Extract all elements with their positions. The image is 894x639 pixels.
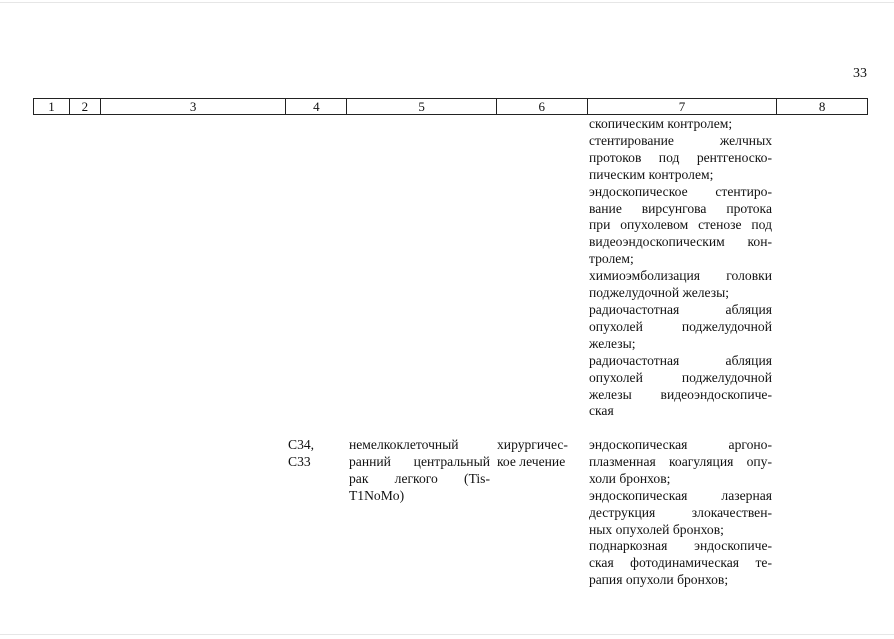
row2-col7-methods (589, 437, 772, 589)
row2-col4-icd-codes (288, 437, 340, 471)
header-col-5: 5 (347, 99, 497, 114)
text-line: T1NoMo) (349, 487, 405, 503)
text-line: хирургичес- (497, 437, 568, 452)
header-col-1: 1 (34, 99, 70, 114)
text-line: немелкоклеточный (349, 437, 459, 452)
header-col-4: 4 (286, 99, 347, 114)
header-col-2: 2 (70, 99, 101, 114)
row2-col5-diagnosis (349, 437, 490, 505)
text-line: вание вирсунгова протока (589, 200, 772, 216)
header-col-8: 8 (818, 99, 826, 114)
text-line: радиочастотная абляция (589, 301, 772, 317)
text-line: плазменная коагуляция опу- (589, 453, 772, 469)
header-col-6: 6 (497, 99, 588, 114)
text-line: радиочастотная абляция (589, 352, 772, 368)
text-line: видеоэндоскопическим кон- (589, 234, 772, 250)
text-line: железы видеоэндоскопиче- (589, 386, 772, 402)
text-line: ская фотодинамическая те- (589, 555, 772, 571)
header-col-3: 3 (101, 99, 287, 114)
text-line: C33 (288, 453, 311, 469)
text-line: опухолей поджелудочной (589, 369, 772, 385)
text-line: ранний центральный (349, 453, 490, 469)
text-line: холи бронхов; (589, 470, 671, 486)
text-line: химиоэмболизация головки (589, 268, 772, 284)
text-line: тролем; (589, 251, 634, 267)
text-line: эндоскопическая аргоно- (589, 437, 772, 452)
text-line: поднаркозная эндоскопиче- (589, 538, 772, 554)
row1-col7-methods (589, 116, 772, 420)
text-line: рапия опухоли бронхов; (589, 572, 729, 588)
text-line: протоков под рентгеноско- (589, 149, 772, 165)
text-line: кое лечение (497, 453, 566, 469)
text-line: деструкция злокачествен- (589, 504, 772, 520)
scan-edge-bottom (0, 634, 894, 635)
text-line: поджелудочной железы; (589, 285, 730, 301)
text-line: при опухолевом стенозе под (589, 217, 772, 233)
text-line: железы; (589, 335, 636, 351)
header-col-7: 7 (588, 99, 778, 114)
text-line: C34, (288, 437, 315, 452)
text-line: эндоскопическое стентиро- (589, 183, 772, 199)
text-line: эндоскопическая лазерная (589, 487, 772, 503)
scan-edge-top (0, 2, 894, 3)
text-line: стентирование желчных (589, 132, 772, 148)
row2-col6-treatment-type (497, 437, 577, 471)
text-line: рак легкого (Tis- (349, 470, 490, 486)
text-line: ных опухолей бронхов; (589, 521, 724, 537)
page-number: 33 (853, 66, 867, 81)
text-line: пическим контролем; (589, 166, 714, 182)
text-line: опухолей поджелудочной (589, 318, 772, 334)
table-header-row (33, 98, 868, 115)
text-line: ская (589, 403, 614, 419)
text-line: скопическим контролем; (589, 116, 733, 131)
